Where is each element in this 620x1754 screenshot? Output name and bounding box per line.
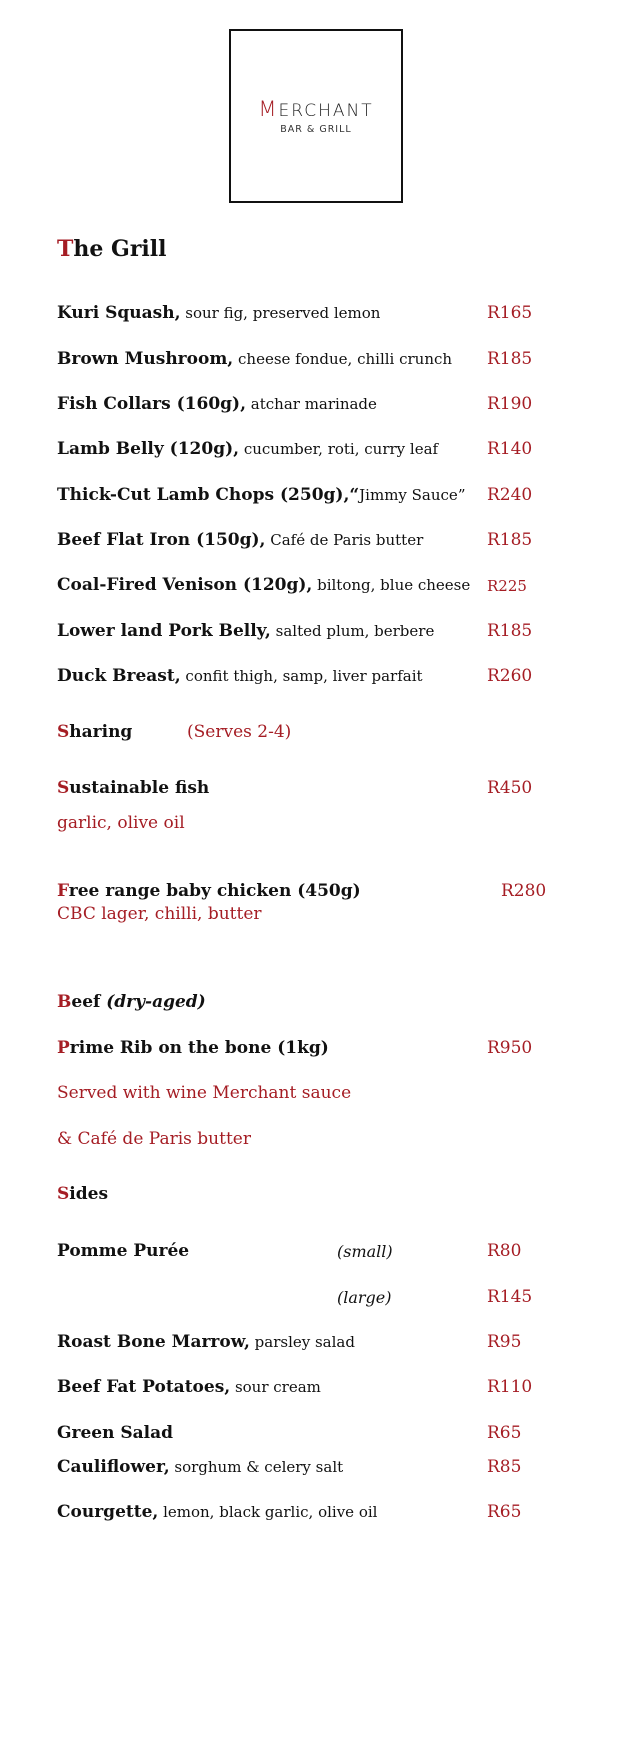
menu-item-price: R260	[487, 666, 533, 686]
menu-item-price: R950	[487, 1038, 533, 1058]
menu-item-price: R65	[487, 1502, 522, 1522]
section-title-sharing: Sharing	[57, 722, 133, 742]
section-title-sides: Sides	[57, 1184, 109, 1204]
menu-item: Thick-Cut Lamb Chops (250g),“Jimmy Sauce”	[57, 485, 466, 505]
menu-item-description: CBC lager, chilli, butter	[57, 904, 262, 924]
menu-item: Duck Breast, confit thigh, samp, liver parfait	[57, 666, 423, 686]
menu-item-price: R450	[487, 778, 533, 798]
menu-item-price: R185	[487, 349, 533, 369]
menu-item-price: R165	[487, 303, 533, 323]
menu-item-price: R65	[487, 1423, 522, 1443]
menu-item: Beef Fat Potatoes, sour cream	[57, 1377, 321, 1397]
menu-item: Fish Collars (160g), atchar marinade	[57, 394, 377, 414]
menu-item: Beef Flat Iron (150g), Café de Paris butter	[57, 530, 424, 550]
menu-item: Sustainable fish	[57, 778, 210, 798]
menu-item-price: R140	[487, 439, 533, 459]
menu-item: Lamb Belly (120g), cucumber, roti, curry leaf	[57, 439, 439, 459]
menu-item: Green Salad	[57, 1423, 174, 1443]
menu-item: Courgette, lemon, black garlic, olive oil	[57, 1502, 378, 1522]
logo-subtitle: BAR & GRILL	[280, 124, 352, 135]
menu-item-price: R240	[487, 485, 533, 505]
section-title-beef: Beef (dry-aged)	[57, 992, 206, 1012]
menu-item-price: R185	[487, 530, 533, 550]
menu-item-price: R95	[487, 1332, 522, 1352]
menu-item-description: Served with wine Merchant sauce	[57, 1083, 352, 1103]
restaurant-logo	[229, 29, 403, 203]
menu-item: Cauliflower, sorghum & celery salt	[57, 1457, 344, 1477]
menu-item: Brown Mushroom, cheese fondue, chilli crunch	[57, 349, 453, 369]
menu-item: Coal-Fired Venison (120g), biltong, blue cheese	[57, 575, 471, 595]
logo-name: MERCHANT	[258, 97, 374, 121]
menu-item-price: R110	[487, 1377, 533, 1397]
menu-item-price: R280	[501, 881, 547, 901]
menu-item-price: R145	[487, 1287, 533, 1307]
menu-item-price: R85	[487, 1457, 522, 1477]
menu-item-description: & Café de Paris butter	[57, 1129, 251, 1149]
menu-item: Pomme Purée	[57, 1241, 190, 1261]
portion-size-large: (large)	[337, 1288, 392, 1307]
menu-item-price: R225	[487, 577, 527, 595]
sharing-serves-note: (Serves 2-4)	[187, 722, 292, 742]
menu-item-price: R80	[487, 1241, 522, 1261]
menu-item: Roast Bone Marrow, parsley salad	[57, 1332, 355, 1352]
menu-item-description: garlic, olive oil	[57, 813, 185, 833]
menu-item: Prime Rib on the bone (1kg)	[57, 1038, 329, 1058]
menu-item: Kuri Squash, sour fig, preserved lemon	[57, 303, 381, 323]
menu-item-price: R185	[487, 621, 533, 641]
portion-size-small: (small)	[337, 1242, 393, 1261]
menu-item: Lower land Pork Belly, salted plum, berbere	[57, 621, 435, 641]
section-title-grill: The Grill	[57, 236, 167, 262]
menu-item-price: R190	[487, 394, 533, 414]
menu-item: Free range baby chicken (450g)	[57, 881, 361, 901]
